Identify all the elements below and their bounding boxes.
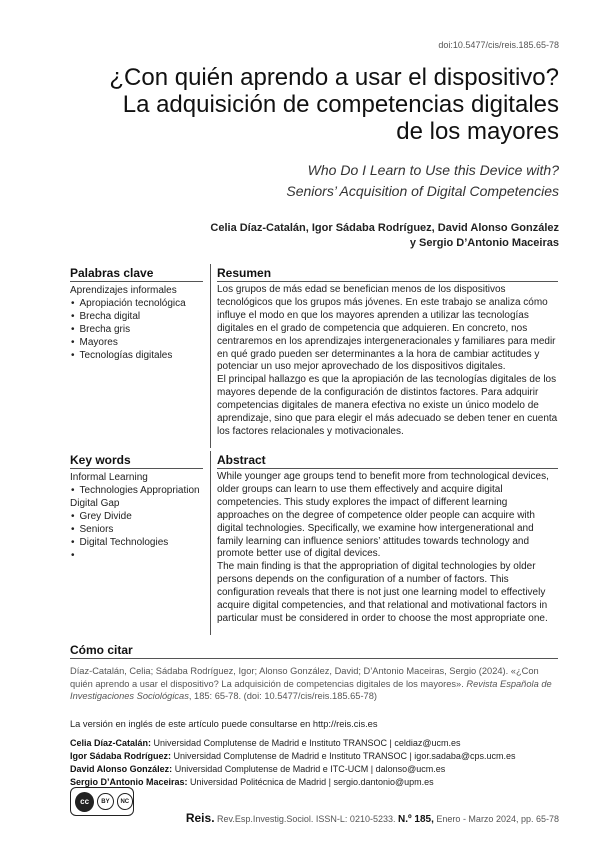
divider [70, 281, 203, 282]
abstract-paragraph: While younger age groups tend to benefit more from technological devices, older groups can learn to use them effectively and acquire digital competencies. This study explores the impact of different learning approaches on the degree of competence older people can acquire with digital technologies. Specifically, we examine how intergenerational and family learning can influence seniors’ attitudes towards technology and promote better use of digital devices. [217, 471, 549, 560]
affiliation-name: Igor Sádaba Rodríguez: [70, 751, 172, 761]
affiliation-info: Universidad Politécnica de Madrid | sergio.dantonio@upm.es [190, 777, 434, 787]
keyword: • Seniors [70, 523, 210, 536]
keyword: Digital Gap [70, 498, 120, 509]
column-divider [210, 451, 211, 635]
keyword: • Apropiación tecnológica [70, 297, 210, 310]
title-line: La adquisición de competencias digitales [122, 91, 559, 118]
subtitle-line: Seniors’ Acquisition of Digital Competencies [286, 183, 559, 199]
keyword: • Mayores [70, 336, 210, 349]
affiliations [70, 737, 570, 789]
authors [99, 221, 559, 251]
key-words-list [70, 471, 210, 562]
abstract-text [217, 471, 561, 626]
citation-journal: Revista Española de Investigaciones Sociológicas [70, 678, 552, 701]
palabras-clave-heading: Palabras clave [70, 266, 154, 280]
keyword [70, 549, 210, 562]
affiliation-name: Celia Díaz-Catalán: [70, 738, 152, 748]
subtitle-line: Who Do I Learn to Use this Device with? [307, 162, 559, 178]
citation-text: Díaz-Catalán, Celia; Sádaba Rodríguez, Igor; Alonso González, David; D’Antonio Maceiras, Sergio (2024). «¿Con quién aprendo a usar el dispositivo? La adquisición de competencias digitales de los mayores». [70, 666, 539, 689]
doi: doi:10.5477/cis/reis.185.65-78 [438, 40, 559, 50]
keyword: • Digital Technologies [70, 536, 210, 549]
resumen-paragraph: El principal hallazgo es que la apropiación de las tecnologías digitales de los mayores depende de la configuración de distintos factores. Para adquirir competencias digitales de manera efectiva no existe un único modelo de aprendizaje, sino que para elegir el más adecuado se deben tener en cuenta los factores relacionales y motivacionales. [217, 374, 558, 437]
cc-icon: cc [75, 792, 94, 812]
title-line: de los mayores [396, 118, 559, 145]
keyword: • Grey Divide [70, 510, 210, 523]
divider [70, 468, 203, 469]
english-version-note: La versión en inglés de este artículo puede consultarse en http://reis.cis.es [70, 719, 378, 729]
affiliation [70, 763, 570, 776]
affiliation-name: David Alonso González: [70, 764, 173, 774]
issue-period: Enero - Marzo 2024, pp. 65-78 [436, 814, 559, 824]
citation-text: , 185: 65-78. (doi: 10.5477/cis/reis.185.65-78) [188, 691, 377, 701]
como-citar-heading: Cómo citar [70, 643, 133, 657]
article-title [79, 64, 559, 145]
affiliation-name: Sergio D’Antonio Maceiras: [70, 777, 188, 787]
affiliation-info: Universidad Complutense de Madrid e ITC-UCM | dalonso@ucm.es [174, 764, 446, 774]
keyword: Aprendizajes informales [70, 285, 177, 296]
affiliation [70, 776, 570, 789]
title-line: ¿Con quién aprendo a usar el dispositivo? [109, 64, 559, 91]
affiliation [70, 750, 570, 763]
journal-info: Rev.Esp.Investig.Sociol. ISSN-L: 0210-5233. [217, 814, 396, 824]
journal-footer [186, 811, 559, 825]
issue-number: N.º 185, [398, 814, 434, 825]
affiliation-info: Universidad Complutense de Madrid e Instituto TRANSOC | igor.sadaba@cps.ucm.es [173, 751, 516, 761]
key-words-heading: Key words [70, 453, 131, 467]
cc-license-badge[interactable] [70, 787, 134, 816]
abstract-paragraph: The main finding is that the appropriation of digital technologies by older persons depends on the configuration of a number of factors. This configuration reveals that there is not just one learning model to effectively acquire digital competencies, and that relational and motivational factors in particular must be considered in order to choose the most appropriate one. [217, 561, 548, 624]
palabras-clave-list [70, 284, 210, 362]
resumen-paragraph: Los grupos de más edad se benefician menos de los dispositivos tecnológicos que los grupos más jóvenes. En este trabajo se analiza cómo influye el modo en que los mayores aprenden a utilizar las tecnologías digitales en el grado de competencia que adquieren. En concreto, nos centraremos en los aprendizajes intergeneracionales y familiares para medir en qué grado pueden ser determinantes a la hora de cambiar actitudes y potenciar un uso mejor aprovechado de los dispositivos digitales. [217, 284, 556, 373]
journal-brand: Reis. [185, 811, 215, 825]
keyword: • Technologies Appropriation [70, 484, 210, 497]
divider [217, 468, 558, 469]
english-title [286, 160, 559, 202]
divider [70, 658, 558, 659]
divider [217, 281, 558, 282]
resumen-heading: Resumen [217, 266, 272, 280]
keyword: Informal Learning [70, 472, 148, 483]
authors-line: y Sergio D’Antonio Maceiras [409, 237, 559, 249]
keyword: • Tecnologías digitales [70, 349, 210, 362]
authors-line: Celia Díaz-Catalán, Igor Sádaba Rodríguez, David Alonso González [210, 222, 559, 234]
column-divider [210, 264, 211, 448]
noncommercial-icon: NC [117, 793, 133, 810]
keyword: • Brecha digital [70, 310, 210, 323]
attribution-icon: BY [97, 793, 113, 810]
keyword: • Brecha gris [70, 323, 210, 336]
citation [70, 665, 560, 703]
affiliation-info: Universidad Complutense de Madrid e Instituto TRANSOC | celdiaz@ucm.es [153, 738, 461, 748]
affiliation [70, 737, 570, 750]
resumen-text [217, 284, 561, 439]
abstract-heading: Abstract [217, 453, 266, 467]
